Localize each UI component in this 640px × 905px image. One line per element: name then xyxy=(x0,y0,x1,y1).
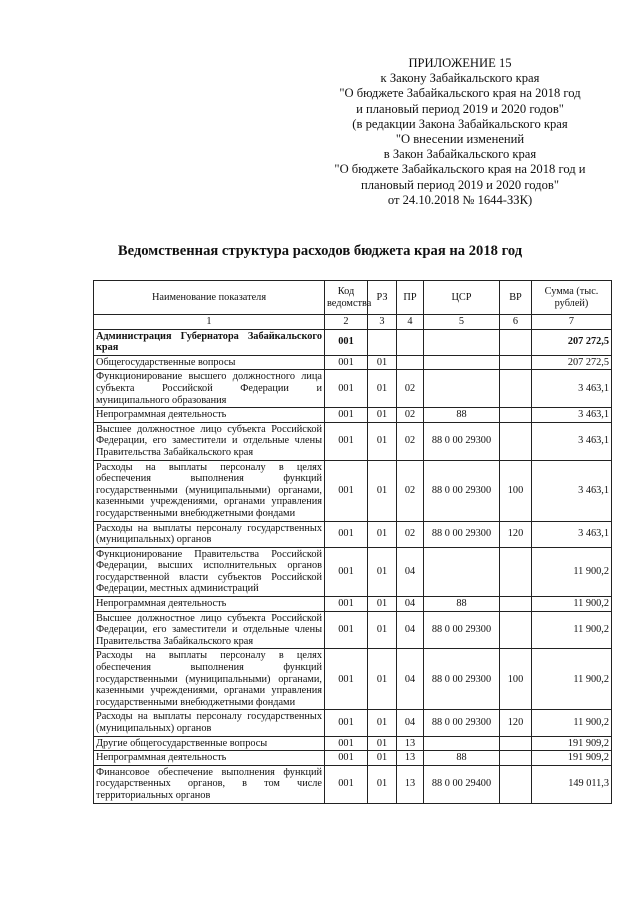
table-row xyxy=(94,765,612,803)
cell-rz: 01 xyxy=(368,765,397,803)
cell-pr: 02 xyxy=(397,422,424,460)
cell-vr xyxy=(500,547,532,596)
cell-rz: 01 xyxy=(368,460,397,521)
cell-ved: 001 xyxy=(325,355,368,370)
column-number: 5 xyxy=(424,315,500,330)
cell-name: Общегосударственные вопросы xyxy=(94,355,325,370)
table-row xyxy=(94,329,612,355)
cell-pr: 02 xyxy=(397,521,424,547)
cell-ved: 001 xyxy=(325,597,368,612)
appendix-line: "О бюджете Забайкальского края на 2018 год и xyxy=(334,162,586,177)
cell-sum: 3 463,1 xyxy=(532,460,612,521)
cell-sum: 3 463,1 xyxy=(532,422,612,460)
cell-vr xyxy=(500,355,532,370)
cell-rz: 01 xyxy=(368,355,397,370)
appendix-line: "О бюджете Забайкальского края на 2018 год xyxy=(339,86,581,101)
cell-pr xyxy=(397,355,424,370)
cell-pr: 04 xyxy=(397,597,424,612)
table-row xyxy=(94,710,612,736)
cell-csr: 88 0 00 29300 xyxy=(424,649,500,710)
cell-ved: 001 xyxy=(325,649,368,710)
appendix-line: ПРИЛОЖЕНИЕ 15 xyxy=(408,56,512,70)
table-row xyxy=(94,547,612,596)
appendix-line: от 24.10.2018 № 1644-ЗЗК) xyxy=(387,192,533,207)
cell-ved: 001 xyxy=(325,370,368,408)
cell-csr: 88 xyxy=(424,408,500,423)
cell-pr: 13 xyxy=(397,765,424,803)
cell-ved: 001 xyxy=(325,460,368,521)
appendix-line: к Закону Забайкальского края xyxy=(380,71,540,86)
cell-pr: 13 xyxy=(397,736,424,751)
cell-vr xyxy=(500,370,532,408)
cell-csr: 88 xyxy=(424,597,500,612)
cell-pr: 02 xyxy=(397,408,424,423)
cell-sum: 149 011,3 xyxy=(532,765,612,803)
header-pr: ПР xyxy=(397,281,424,315)
cell-name: Администрация Губернатора Забайкальского края xyxy=(94,329,325,355)
column-number: 2 xyxy=(325,315,368,330)
column-number: 7 xyxy=(532,315,612,330)
appendix-header xyxy=(300,56,620,208)
cell-vr xyxy=(500,611,532,649)
appendix-line: "О внесении изменений xyxy=(395,132,525,147)
table-row xyxy=(94,611,612,649)
cell-csr: 88 0 00 29400 xyxy=(424,765,500,803)
cell-vr: 100 xyxy=(500,649,532,710)
table-row xyxy=(94,460,612,521)
cell-ved: 001 xyxy=(325,329,368,355)
table-row xyxy=(94,355,612,370)
cell-pr: 02 xyxy=(397,460,424,521)
cell-csr: 88 0 00 29300 xyxy=(424,611,500,649)
header-sum: Сумма (тыс. рублей) xyxy=(532,281,612,315)
cell-rz: 01 xyxy=(368,611,397,649)
table-row xyxy=(94,649,612,710)
cell-sum: 11 900,2 xyxy=(532,710,612,736)
cell-csr: 88 0 00 29300 xyxy=(424,460,500,521)
cell-rz: 01 xyxy=(368,521,397,547)
budget-table xyxy=(93,280,612,804)
cell-sum: 207 272,5 xyxy=(532,329,612,355)
cell-vr: 120 xyxy=(500,710,532,736)
cell-rz: 01 xyxy=(368,547,397,596)
cell-vr xyxy=(500,422,532,460)
cell-ved: 001 xyxy=(325,736,368,751)
cell-vr xyxy=(500,751,532,766)
cell-ved: 001 xyxy=(325,521,368,547)
appendix-line: и плановый период 2019 и 2020 годов" xyxy=(356,101,564,116)
cell-csr: 88 xyxy=(424,751,500,766)
cell-rz: 01 xyxy=(368,751,397,766)
cell-csr: 88 0 00 29300 xyxy=(424,710,500,736)
column-number: 6 xyxy=(500,315,532,330)
cell-vr: 120 xyxy=(500,521,532,547)
cell-pr: 04 xyxy=(397,611,424,649)
budget-table-body xyxy=(94,315,612,804)
header-csr: ЦСР xyxy=(424,281,500,315)
appendix-line: (в редакции Закона Забайкальского края xyxy=(352,116,568,131)
cell-ved: 001 xyxy=(325,611,368,649)
cell-name: Расходы на выплаты персоналу государственных (муниципальных) органов xyxy=(94,521,325,547)
cell-rz: 01 xyxy=(368,370,397,408)
cell-rz: 01 xyxy=(368,597,397,612)
cell-vr xyxy=(500,765,532,803)
column-number: 1 xyxy=(94,315,325,330)
cell-rz: 01 xyxy=(368,710,397,736)
cell-vr: 100 xyxy=(500,460,532,521)
table-row xyxy=(94,751,612,766)
cell-sum: 3 463,1 xyxy=(532,370,612,408)
cell-ved: 001 xyxy=(325,408,368,423)
cell-vr xyxy=(500,597,532,612)
cell-csr: 88 0 00 29300 xyxy=(424,521,500,547)
cell-pr: 04 xyxy=(397,710,424,736)
cell-name: Расходы на выплаты персоналу государственных (муниципальных) органов xyxy=(94,710,325,736)
cell-name: Другие общегосударственные вопросы xyxy=(94,736,325,751)
cell-pr: 13 xyxy=(397,751,424,766)
cell-csr xyxy=(424,329,500,355)
cell-pr: 04 xyxy=(397,547,424,596)
header-rz: РЗ xyxy=(368,281,397,315)
cell-ved: 001 xyxy=(325,765,368,803)
document-title: Ведомственная структура расходов бюджета края на 2018 год xyxy=(117,243,523,259)
cell-vr xyxy=(500,408,532,423)
cell-csr xyxy=(424,547,500,596)
cell-name: Расходы на выплаты персоналу в целях обеспечения выполнения функций государственными (муниципальными) органами, казенными учреждениями, органами управления государственными внебюджетными фондами xyxy=(94,649,325,710)
cell-csr xyxy=(424,736,500,751)
cell-sum: 3 463,1 xyxy=(532,521,612,547)
cell-rz: 01 xyxy=(368,649,397,710)
header-ved: Код ведомства xyxy=(325,281,368,315)
appendix-line: плановый период 2019 и 2020 годов" xyxy=(361,177,559,192)
column-number: 4 xyxy=(397,315,424,330)
cell-name: Непрограммная деятельность xyxy=(94,751,325,766)
appendix-line: в Закон Забайкальского края xyxy=(383,147,537,162)
cell-name: Расходы на выплаты персоналу в целях обеспечения выполнения функций государственными (муниципальными) органами, казенными учреждениями, органами управления государственными внебюджетными фондами xyxy=(94,460,325,521)
cell-name: Высшее должностное лицо субъекта Российской Федерации, его заместители и отдельные члены Правительства Забайкальского края xyxy=(94,611,325,649)
column-number-row xyxy=(94,315,612,330)
cell-name: Непрограммная деятельность xyxy=(94,597,325,612)
cell-ved: 001 xyxy=(325,710,368,736)
cell-sum: 11 900,2 xyxy=(532,597,612,612)
table-row xyxy=(94,736,612,751)
cell-vr xyxy=(500,329,532,355)
cell-sum: 207 272,5 xyxy=(532,355,612,370)
header-vr: ВР xyxy=(500,281,532,315)
table-row xyxy=(94,422,612,460)
cell-vr xyxy=(500,736,532,751)
cell-pr: 04 xyxy=(397,649,424,710)
cell-csr xyxy=(424,355,500,370)
cell-sum: 191 909,2 xyxy=(532,736,612,751)
cell-name: Финансовое обеспечение выполнения функций государственных органов, в том числе территориальных органов xyxy=(94,765,325,803)
cell-name: Высшее должностное лицо субъекта Российской Федерации, его заместители и отдельные члены Правительства Забайкальского края xyxy=(94,422,325,460)
table-row xyxy=(94,597,612,612)
cell-ved: 001 xyxy=(325,422,368,460)
cell-pr: 02 xyxy=(397,370,424,408)
cell-csr xyxy=(424,370,500,408)
table-row xyxy=(94,521,612,547)
cell-rz: 01 xyxy=(368,736,397,751)
header-name: Наименование показателя xyxy=(94,281,325,315)
cell-name: Непрограммная деятельность xyxy=(94,408,325,423)
cell-sum: 191 909,2 xyxy=(532,751,612,766)
table-row xyxy=(94,408,612,423)
cell-ved: 001 xyxy=(325,751,368,766)
cell-sum: 11 900,2 xyxy=(532,649,612,710)
cell-rz: 01 xyxy=(368,422,397,460)
column-number: 3 xyxy=(368,315,397,330)
cell-sum: 11 900,2 xyxy=(532,547,612,596)
cell-rz: 01 xyxy=(368,408,397,423)
cell-name: Функционирование Правительства Российской Федерации, высших исполнительных органов государственной власти субъектов Российской Федерации, местных администраций xyxy=(94,547,325,596)
cell-csr: 88 0 00 29300 xyxy=(424,422,500,460)
cell-sum: 11 900,2 xyxy=(532,611,612,649)
cell-name: Функционирование высшего должностного лица субъекта Российской Федерации и муниципального образования xyxy=(94,370,325,408)
cell-ved: 001 xyxy=(325,547,368,596)
cell-rz xyxy=(368,329,397,355)
table-row xyxy=(94,370,612,408)
cell-sum: 3 463,1 xyxy=(532,408,612,423)
cell-pr xyxy=(397,329,424,355)
